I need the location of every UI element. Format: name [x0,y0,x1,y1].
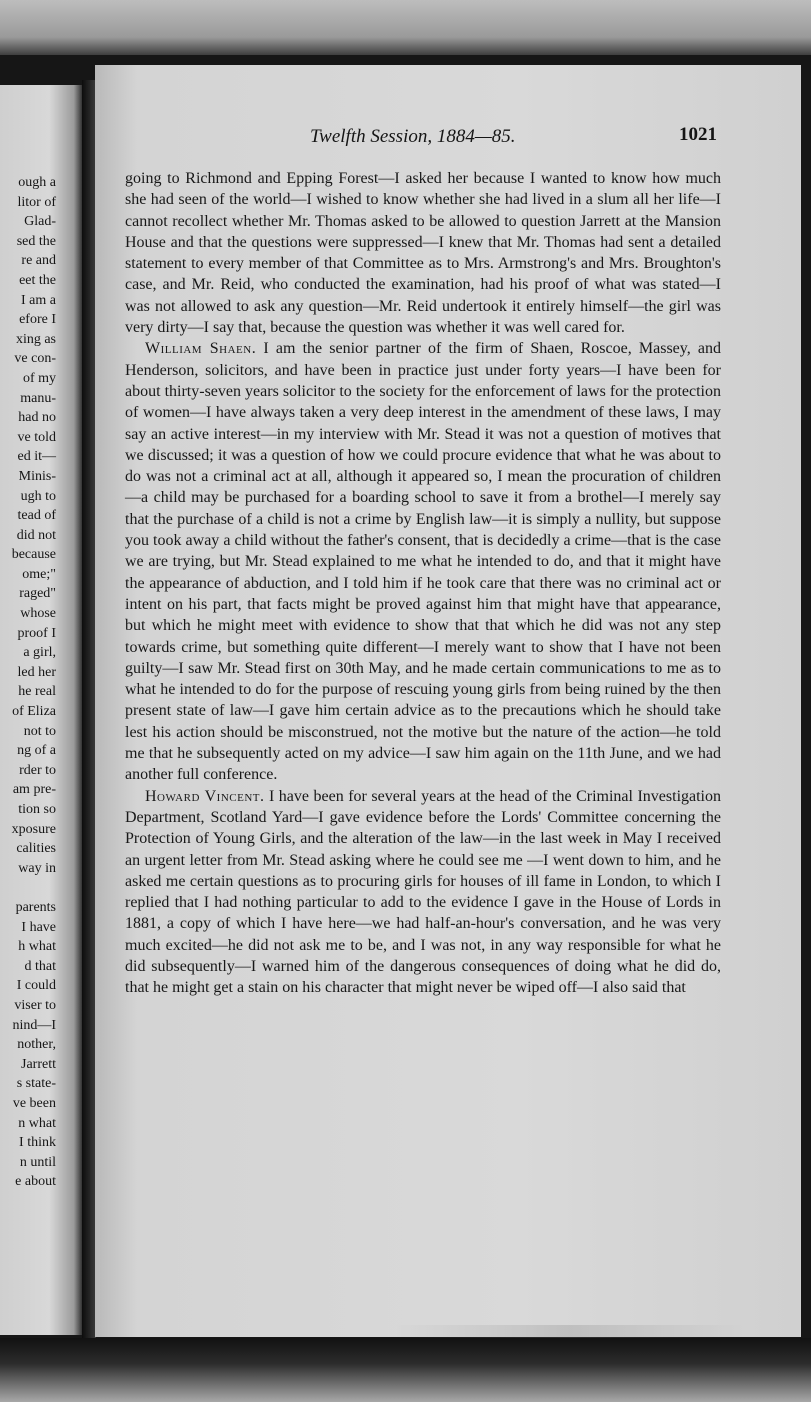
left-page-line: rder to [19,762,56,778]
left-page-line: d that [24,958,56,974]
left-page-line: am pre- [12,782,56,798]
speaker-name: Howard Vincent. [145,787,265,805]
left-page-line [12,878,56,898]
page-number: 1021 [679,124,717,145]
left-page-line: Glad- [24,214,56,230]
left-page-line: he real [18,684,56,700]
left-page-line: ugh to [20,488,56,504]
paragraph-text: going to Richmond and Epping Forest—I asked her because I wanted to know how much she had seen of the world—I wished to know whether she had lived in a slum all her life—I cannot recollect whether Mr. Thomas asked to be allowed to question Jarrett at the Mansion House and that the questions were suppressed—I knew that Mr. Thomas had sent a detailed statement to every member of that Committee as to Mrs. Armstrong's and Mrs. Broughton's case, and Mr. Reid, who conducted the examination, had his proof of what was stated—I was not allowed to ask any question—Mr. Reid undertook it entirely himself—the girl was very dirty—I say that, because the question was whether it was well cared for. [125,170,721,337]
left-page-line: xposure [11,821,56,837]
left-page-line: eet the [19,272,56,288]
scan-bottom-background [0,1338,811,1402]
left-page-line: had no [18,410,56,426]
left-page-line: ve con- [14,351,56,367]
speaker-name: William Shaen. [145,340,257,358]
scan-top-background [0,0,811,62]
left-page-line: calities [16,841,56,857]
left-page-line: I have [21,919,56,935]
left-page-line: of my [22,370,56,386]
left-page-text-column [12,173,56,1192]
left-page-line: raged" [19,586,56,602]
left-page-line: a girl, [23,645,56,661]
left-page-line: did not [16,527,56,543]
left-page-line: not to [23,723,56,739]
left-page-line: ve been [12,1095,56,1111]
left-page-line: nother, [17,1037,56,1053]
left-page-line: Minis- [18,468,56,484]
left-page-line: ng of a [17,743,56,759]
left-page-line: ed it— [17,449,56,465]
paragraph-text: I am the senior partner of the firm of Shaen, Roscoe, Massey, and Henderson, solicitors, and have been in practice just under forty years—I have been for about thirty-seven years solicitor to the society for the enforcement of laws for the protection of women—I have always taken a very deep interest in the amendment of these laws, I may say an active interest—in my interview with Mr. Stead it was not a question of motives that we discussed; it was a question of how we could procure evidence that what he was about to do was not a criminal act at all, although it appeared so, I mean the procuration of children —a child may be purchased for a boarding school to save it from a brothel—I merely say that the purchase of a child is not a crime by English law—it is simply a nullity, but suppose you took away a child without the father's consent, that is decidedly a crime—that is the case we are trying, but Mr. Stead explained to me what he intended to do, and that it might have the appearance of abduction, and I told him if he took care that there was no criminal act or intent on his part, that facts might be proved against him that might have that appearance, but which he might meet with evidence to show that that which he did was not any step towards crime, but something quite different—I merely want to show that I have not been guilty—I saw Mr. Stead first on 30th May, and he made certain communications to me as to what he intended to do for the purpose of rescuing young girls from being ruined by the then present state of law—I gave him certain advice as to the precautions which he should take lest his action should be misconstrued, not the motive but the nature of the action—he told me that he subsequently acted on my advice—I saw him again on the 11th June, and we had another full conference. [125,340,722,784]
left-page-line: I am a [21,292,56,308]
left-page-line: n until [19,1154,56,1170]
left-page-line: ve told [17,429,56,445]
left-page-line: litor of [17,194,56,210]
paragraph-text: I have been for several years at the head of the Criminal Investigation Department, Scotland Yard—I gave evidence before the Lords' Committee concerning the Protection of Young Girls, and the alteration of the law—in the last week in May I received an urgent letter from Mr. Stead asking where he could see me —I went down to him, and he asked me certain questions as to procuring girls for houses of ill fame in London, to which I replied that I had nothing particular to add to the evidence I gave in the House of Lords in 1881, a copy of which I have here—we had half-an-hour's conversation, and he was very much excited—he did not ask me to be, and I was not, in any way responsible for what he did subsequently—I warned him of the dangerous consequences of doing what he did do, that he might get a stain on his character that might never be wiped off—I also said that [125,787,722,997]
left-page-line: efore I [19,312,56,328]
left-page-line: viser to [14,997,56,1013]
left-page-line: e about [15,1174,56,1190]
left-page-line: proof I [17,625,56,641]
right-page [95,65,801,1337]
left-page [0,85,82,1335]
left-page-line: way in [18,860,56,876]
left-page-line: ome;" [22,566,56,582]
left-page-line: manu- [20,390,56,406]
left-page-line: tead of [17,508,56,524]
page-body [125,168,721,999]
paragraph-continuation [125,168,721,338]
left-page-line: nind—I [12,1017,56,1033]
left-page-line: led her [17,664,56,680]
paragraph-howard-vincent [125,786,721,999]
paragraph-william-shaen [125,338,721,785]
left-page-line: I think [19,1135,56,1151]
left-page-line: s state- [16,1076,56,1092]
left-page-line: h what [18,939,56,955]
running-head: Twelfth Session, 1884—85. [310,126,516,147]
book-gutter [82,80,96,1340]
left-page-line: re and [21,253,56,269]
left-page-line: because [11,547,56,563]
left-page-line: of Eliza [12,704,56,720]
left-page-line: I could [16,978,56,994]
page-header [95,122,801,152]
left-page-line: n what [18,1115,56,1131]
left-page-line: xing as [15,331,56,347]
left-page-line: Jarrett [21,1056,56,1072]
left-page-line: whose [20,606,56,622]
left-page-line: sed the [16,233,56,249]
left-page-line: parents [15,899,56,915]
left-page-line: tion so [18,802,56,817]
left-page-line: ough a [18,175,56,190]
